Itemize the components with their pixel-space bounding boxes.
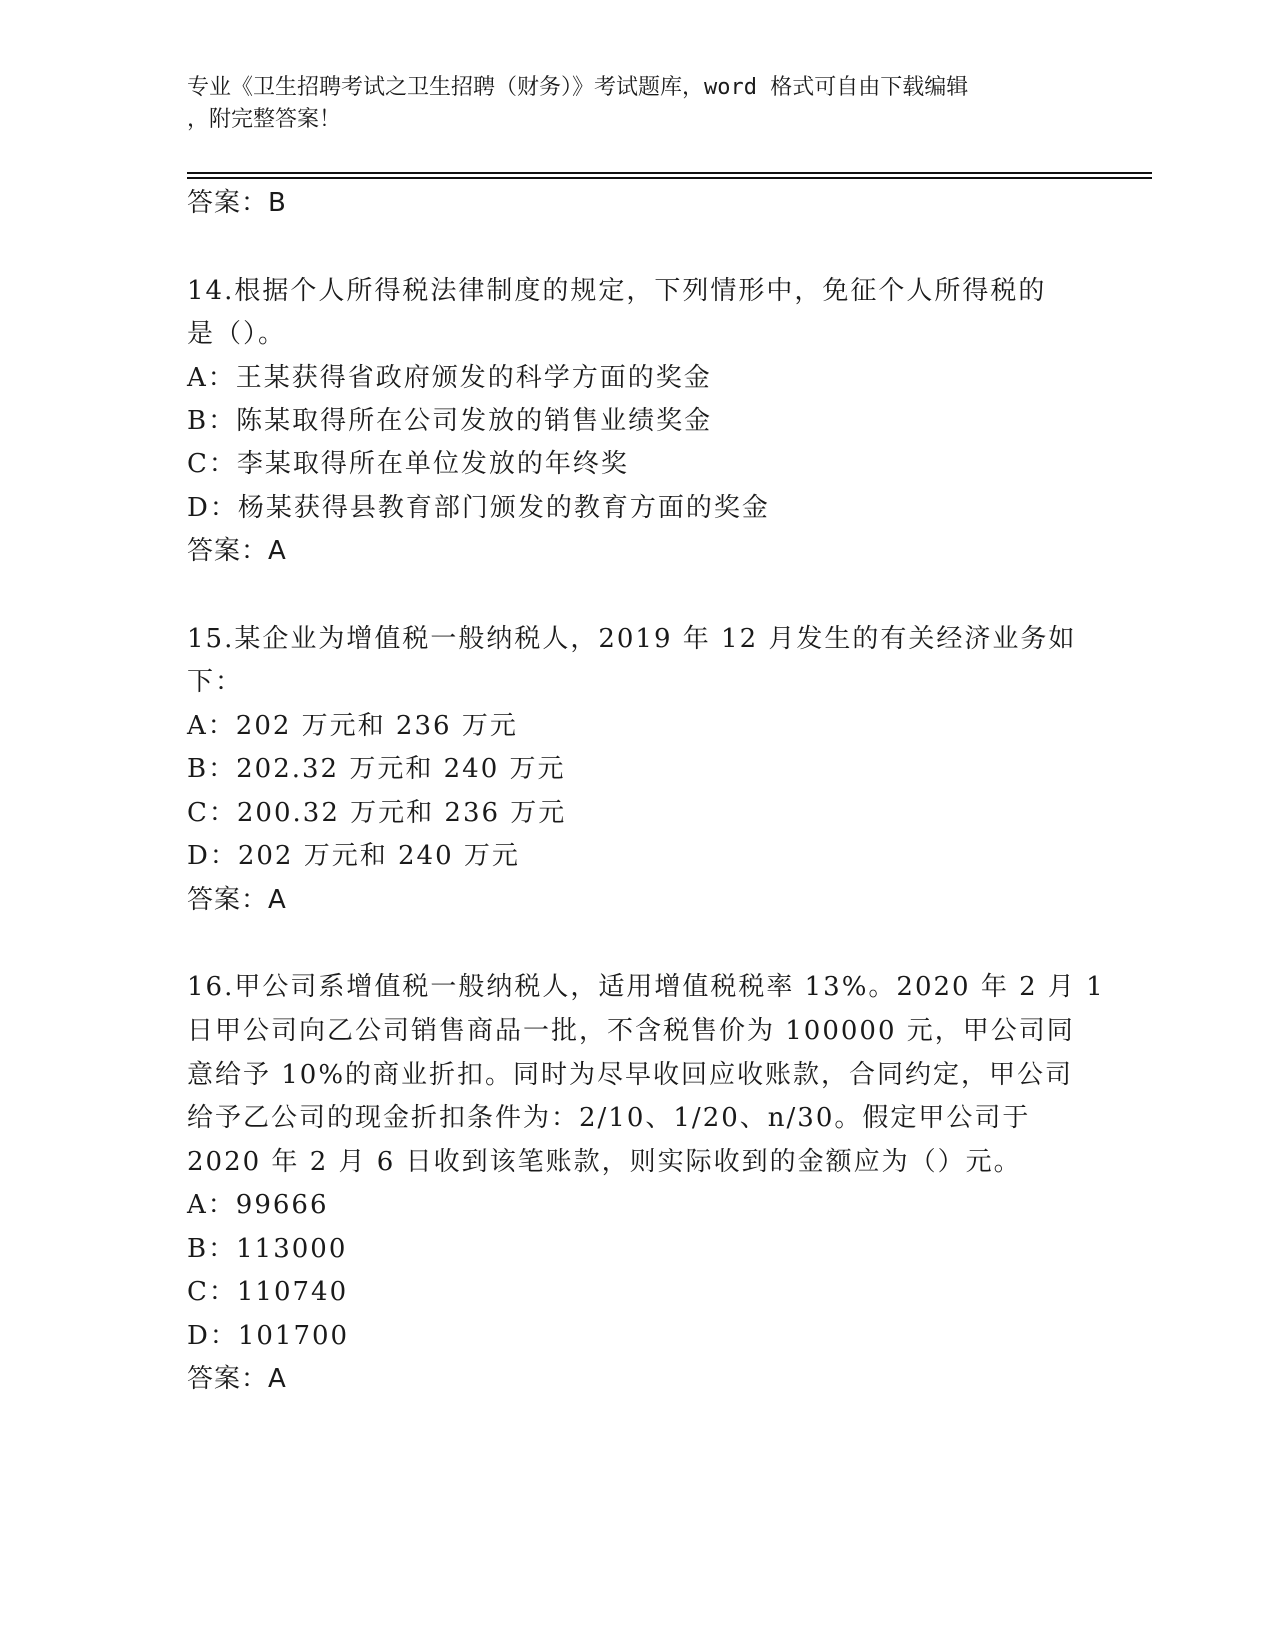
question-stem-line: 是（）。 [187, 319, 287, 349]
answer-value: A [268, 1364, 287, 1394]
answer-value: B [268, 188, 287, 218]
option-b: B：陈某取得所在公司发放的销售业绩奖金 [187, 406, 713, 436]
answer-value: A [268, 885, 287, 915]
option-a: A：202 万元和 236 万元 [187, 711, 518, 741]
option-c: C：李某取得所在单位发放的年终奖 [187, 449, 629, 479]
option-a: A：王某获得省政府颁发的科学方面的奖金 [187, 363, 712, 393]
option-a: A：99666 [187, 1190, 329, 1220]
question-stem-line: 下： [187, 667, 244, 697]
question-stem-line: 给予乙公司的现金折扣条件为：2/10、1/20、n/30。假定甲公司于 [187, 1103, 1031, 1133]
option-c: C：110740 [187, 1277, 349, 1307]
option-d: D：杨某获得县教育部门颁发的教育方面的奖金 [187, 493, 770, 523]
header-divider-bottom [187, 177, 1152, 179]
answer-label: 答案： [187, 536, 269, 566]
header-divider-top [187, 172, 1152, 174]
option-b: B：202.32 万元和 240 万元 [187, 754, 566, 784]
option-d: D：101700 [187, 1321, 350, 1351]
question-answer [187, 534, 287, 568]
question-stem-line: 意给予 10%的商业折扣。同时为尽早收回应收账款，合同约定，甲公司 [187, 1060, 1074, 1090]
question-stem-line: 16.甲公司系增值税一般纳税人，适用增值税税率 13%。2020 年 2 月 1 [187, 972, 1105, 1002]
answer-label: 答案： [187, 188, 269, 218]
answer-value: A [268, 536, 287, 566]
question-answer [187, 883, 287, 917]
question-stem-line: 日甲公司向乙公司销售商品一批，不含税售价为 100000 元，甲公司同 [187, 1016, 1075, 1046]
answer-label: 答案： [187, 1364, 269, 1394]
option-b: B：113000 [187, 1234, 348, 1264]
header-title-line-1: 专业《卫生招聘考试之卫生招聘（财务）》考试题库，word 格式可自由下载编辑 [187, 75, 969, 100]
question-stem-line: 15.某企业为增值税一般纳税人，2019 年 12 月发生的有关经济业务如 [187, 624, 1077, 654]
answer-label: 答案： [187, 885, 269, 915]
option-c: C：200.32 万元和 236 万元 [187, 798, 567, 828]
question-answer [187, 1362, 287, 1396]
question-stem-line: 2020 年 2 月 6 日收到该笔账款，则实际收到的金额应为（）元。 [187, 1147, 1022, 1177]
option-d: D：202 万元和 240 万元 [187, 841, 520, 871]
header-title-line-2: ，附完整答案！ [187, 107, 342, 132]
previous-answer [187, 186, 287, 220]
question-stem-line: 14.根据个人所得税法律制度的规定，下列情形中，免征个人所得税的 [187, 276, 1047, 306]
